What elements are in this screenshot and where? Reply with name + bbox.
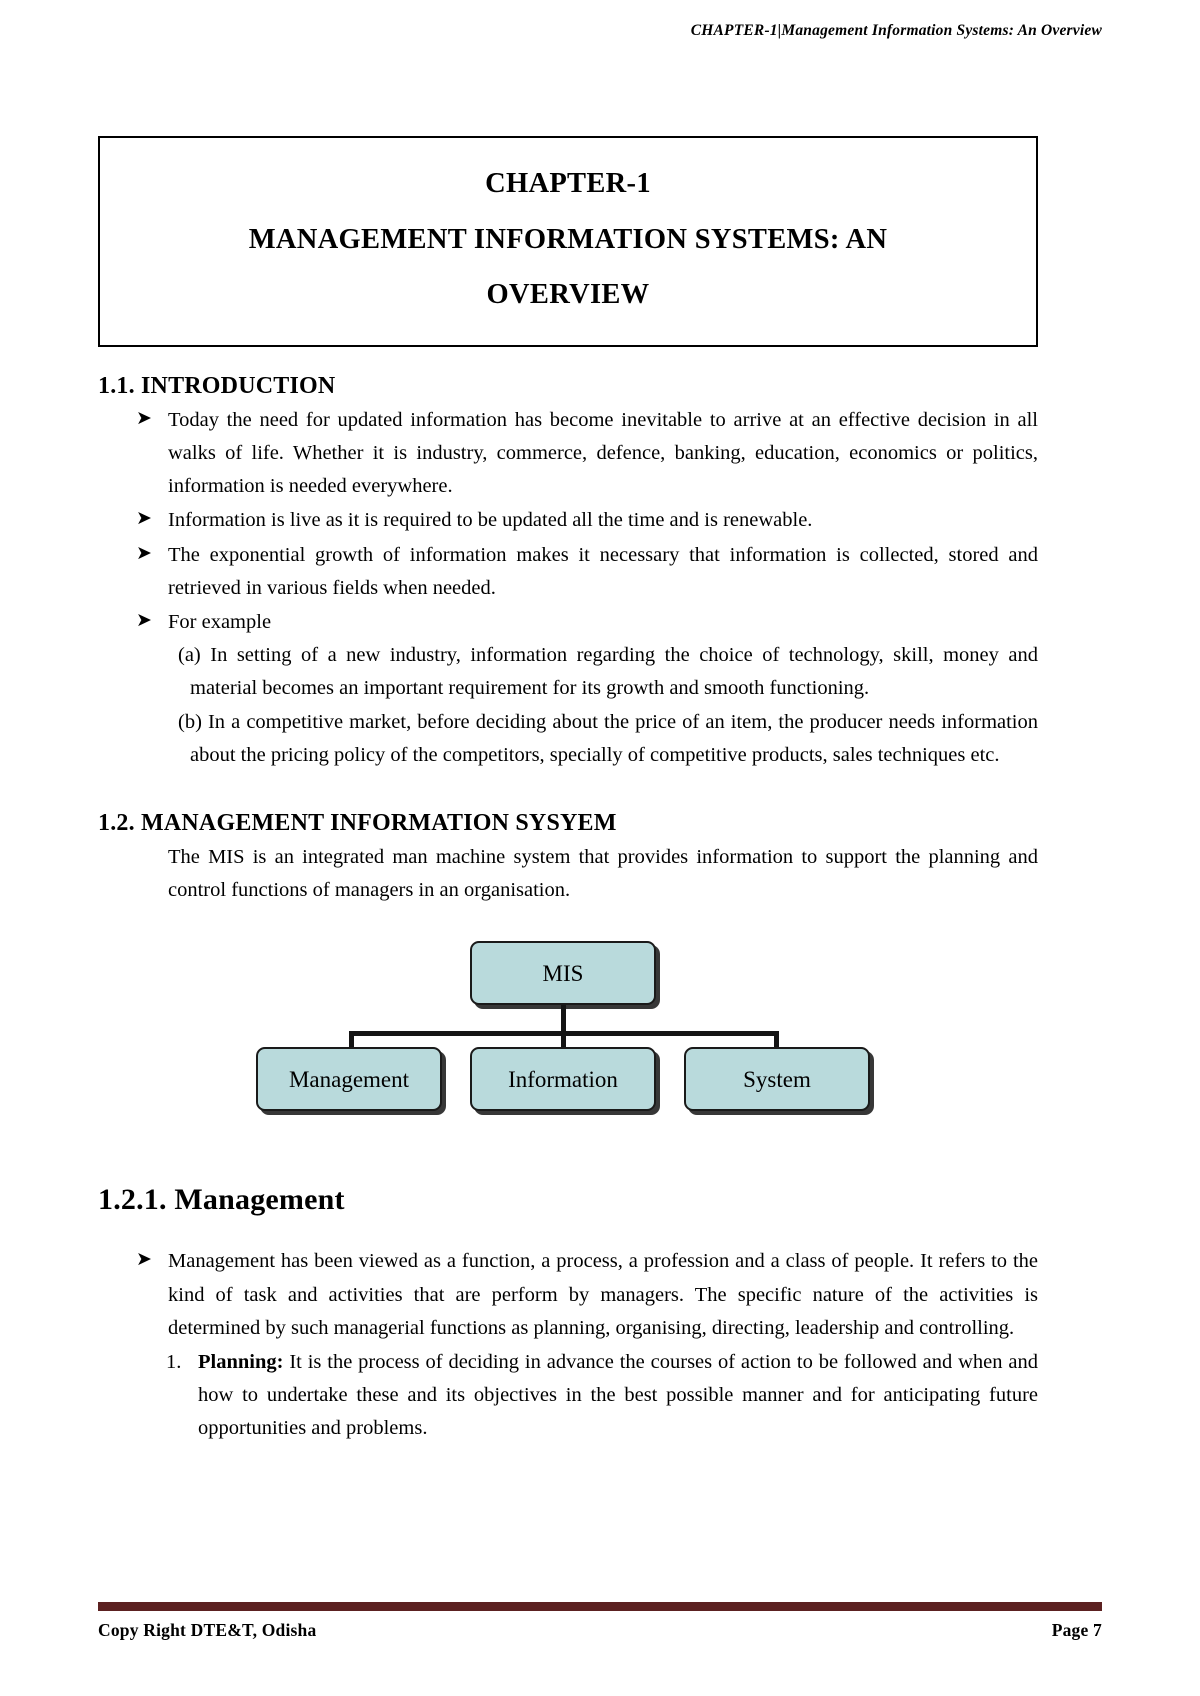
chapter-title-line-2: MANAGEMENT INFORMATION SYSTEMS: AN <box>248 223 888 255</box>
list-item-text: It is the process of deciding in advance the courses of action to be followed and when and how to undertake these and its objectives in the best possible manner and for anticipating future opportunities and problems. <box>198 1350 1038 1440</box>
chapter-title-line-3: OVERVIEW <box>486 279 650 311</box>
diagram-node-label: Information <box>508 1066 618 1092</box>
list-item <box>98 539 1038 605</box>
diagram-node-mis <box>470 941 656 1005</box>
example-item-b: (b) In a competitive market, before deciding about the price of an item, the producer needs information about the pricing policy of the competitors, specially of competitive products, sales techniques etc. <box>178 710 1038 766</box>
introduction-bullet-list <box>98 404 1038 772</box>
list-item-text: Management has been viewed as a function, a process, a profession and a class of people. It refers to the kind of task and activities that are perform by managers. The specific nature of the activities is determined by such managerial functions as planning, organising, directing, leadership and controlling. <box>168 1250 1038 1339</box>
arrow-bullet-icon: ➤ <box>136 508 152 530</box>
management-numbered-list <box>98 1346 1038 1446</box>
footer-divider <box>98 1602 1102 1611</box>
diagram-node-label: Management <box>288 1066 410 1092</box>
page-content <box>98 0 1038 1446</box>
diagram-node-label: System <box>743 1066 811 1092</box>
list-item <box>98 606 1038 772</box>
list-item <box>98 1346 1038 1446</box>
arrow-bullet-icon: ➤ <box>136 542 152 564</box>
chapter-title-box <box>98 136 1038 347</box>
footer-copyright: Copy Right DTE&T, Odisha <box>98 1620 317 1640</box>
section-heading-management: 1.2.1. Management <box>98 1183 345 1217</box>
section-heading-mis: 1.2. MANAGEMENT INFORMATION SYSYEM <box>98 809 617 836</box>
list-item <box>98 504 1038 537</box>
running-header: CHAPTER-1|Management Information Systems: An Overview <box>690 22 1102 39</box>
list-item-text: For example <box>168 610 272 633</box>
section-heading-introduction: 1.1. INTRODUCTION <box>98 372 336 399</box>
connector-root-down <box>561 1005 566 1033</box>
diagram-node-label: MIS <box>542 960 584 986</box>
diagram-node-system <box>684 1047 870 1111</box>
mis-paragraph: The MIS is an integrated man machine system that provides information to support the planning and control functions of managers in an organisation. <box>168 845 1038 902</box>
list-item-text: Today the need for updated information has become inevitable to arrive at an effective decision in all walks of life. Whether it is industry, commerce, defence, banking, education, economics or politics, information is needed everywhere. <box>168 408 1038 498</box>
list-item <box>98 1245 1038 1345</box>
mis-org-diagram <box>98 941 1038 1131</box>
arrow-bullet-icon: ➤ <box>136 407 152 429</box>
management-bullet-list <box>98 1245 1038 1345</box>
diagram-node-management <box>256 1047 442 1111</box>
diagram-node-information <box>470 1047 656 1111</box>
list-item-text: The exponential growth of information makes it necessary that information is collected, stored and retrieved in various fields when needed. <box>168 543 1038 599</box>
list-item-number: 1. <box>166 1350 182 1373</box>
example-item-a: (a) In setting of a new industry, information regarding the choice of technology, skill, money and material becomes an important requirement for its growth and smooth functioning. <box>178 644 1038 700</box>
arrow-bullet-icon: ➤ <box>136 609 152 631</box>
page-footer <box>98 1620 1102 1641</box>
chapter-title-line-1: CHAPTER-1 <box>485 168 651 199</box>
arrow-bullet-icon: ➤ <box>136 1249 152 1271</box>
footer-page-number: Page 7 <box>1051 1620 1102 1640</box>
list-item-term: Planning: <box>198 1350 284 1373</box>
list-item-text: Information is live as it is required to be updated all the time and is renewable. <box>168 509 813 532</box>
list-item <box>98 404 1038 504</box>
